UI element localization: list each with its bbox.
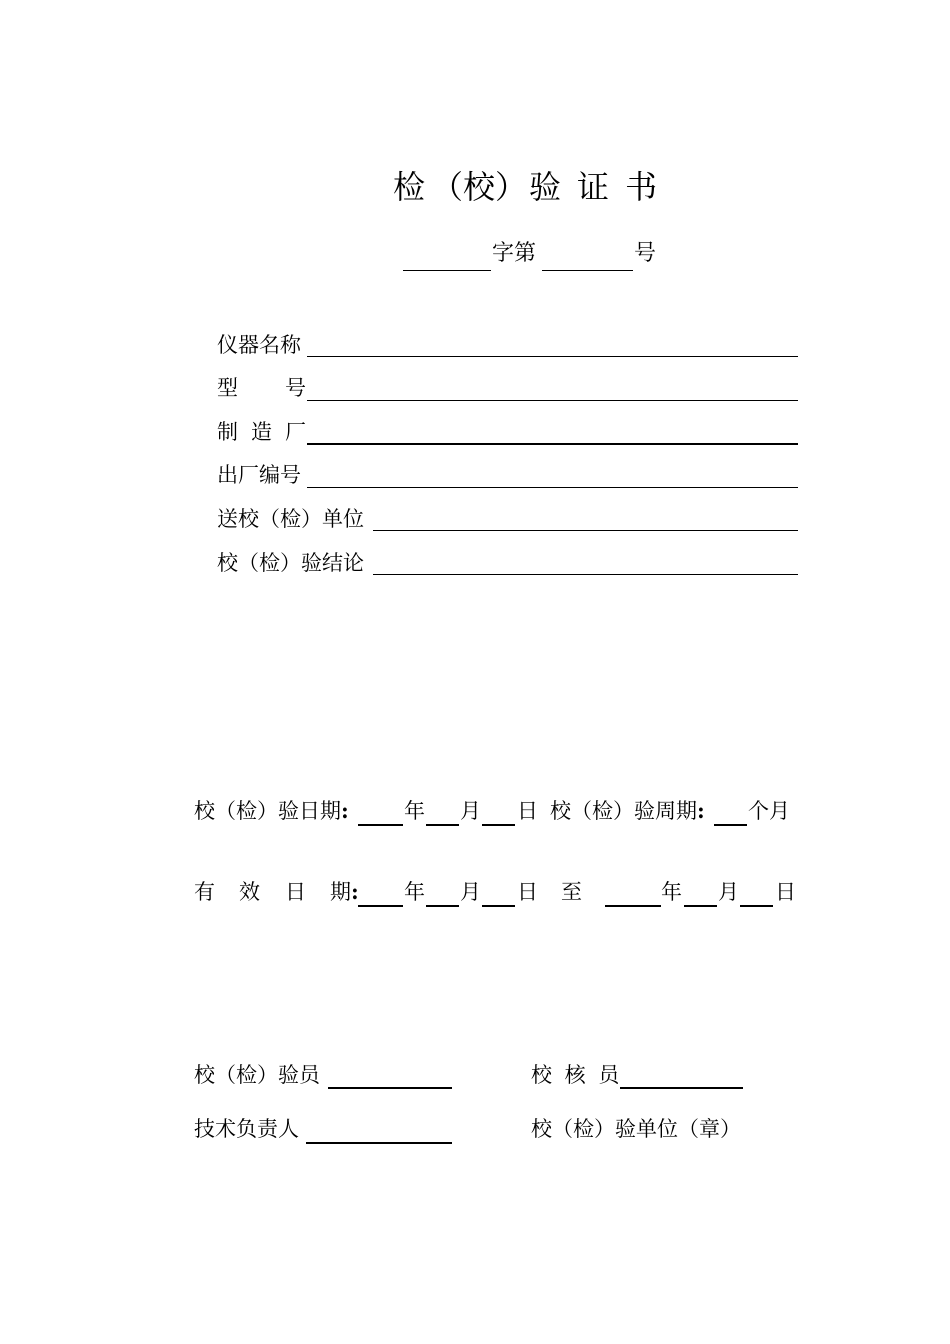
cycle-months-label: 个月 xyxy=(748,799,790,823)
serial-field[interactable] xyxy=(307,487,798,488)
hao-label: 号 xyxy=(634,241,657,266)
prefix-blank[interactable] xyxy=(403,270,491,271)
valid-from-day-field[interactable] xyxy=(482,905,515,907)
reviewer-label: 校 核 员 xyxy=(531,1063,620,1087)
maker-label-b: 造 xyxy=(251,420,272,444)
tech-lead-label: 技术负责人 xyxy=(194,1117,299,1141)
conclusion-label: 校（检）验结论 xyxy=(217,551,364,575)
instrument-name-field[interactable] xyxy=(307,356,798,357)
valid-to-year-label: 年 xyxy=(661,880,682,904)
title-char-4: 证 xyxy=(577,168,610,206)
conclusion-field[interactable] xyxy=(373,574,798,575)
check-cycle-field[interactable] xyxy=(714,824,747,826)
sending-unit-field[interactable] xyxy=(373,530,798,531)
title-char-1: 检 xyxy=(393,168,426,206)
zi-di-label: 字第 xyxy=(492,241,537,266)
number-blank[interactable] xyxy=(542,270,633,271)
tech-lead-signature-field[interactable] xyxy=(306,1142,452,1144)
check-day-field[interactable] xyxy=(482,824,515,826)
sending-unit-label: 送校（检）单位 xyxy=(217,507,364,531)
valid-from-month-field[interactable] xyxy=(426,905,459,907)
maker-label-a: 制 xyxy=(217,420,238,444)
unit-seal-label: 校（检）验单位（章） xyxy=(531,1117,741,1141)
check-year-field[interactable] xyxy=(358,824,403,826)
valid-label-d: 期: xyxy=(330,879,359,904)
reviewer-signature-field[interactable] xyxy=(620,1087,743,1089)
serial-label: 出厂编号 xyxy=(217,463,301,487)
model-label-b: 号 xyxy=(285,376,306,400)
check-month-field[interactable] xyxy=(426,824,459,826)
check-cycle-label: 校（检）验周期: xyxy=(550,798,705,823)
valid-to-day-label: 日 xyxy=(775,880,796,904)
valid-to-month-field[interactable] xyxy=(684,905,717,907)
valid-to-label: 至 xyxy=(561,880,582,904)
valid-from-month-label: 月 xyxy=(460,880,481,904)
valid-from-year-label: 年 xyxy=(404,880,425,904)
valid-from-day-label: 日 xyxy=(517,880,538,904)
valid-to-year-field[interactable] xyxy=(605,905,661,907)
maker-label-c: 厂 xyxy=(285,420,306,444)
instrument-name-label: 仪器名称 xyxy=(217,333,301,357)
inspector-signature-field[interactable] xyxy=(328,1087,452,1089)
check-day-label: 日 xyxy=(517,799,538,823)
check-date-label: 校（检）验日期: xyxy=(194,798,349,823)
valid-to-month-label: 月 xyxy=(718,880,739,904)
inspector-label: 校（检）验员 xyxy=(194,1063,320,1087)
page-title xyxy=(393,162,657,208)
model-field[interactable] xyxy=(307,400,798,401)
valid-to-day-field[interactable] xyxy=(740,905,773,907)
valid-label-b: 效 xyxy=(239,880,260,904)
model-label-a: 型 xyxy=(217,376,238,400)
valid-from-year-field[interactable] xyxy=(358,905,403,907)
check-year-label: 年 xyxy=(404,799,425,823)
title-char-2: （校） xyxy=(431,168,528,206)
title-char-5: 书 xyxy=(625,168,658,206)
check-month-label: 月 xyxy=(460,799,481,823)
maker-field[interactable] xyxy=(307,443,798,445)
valid-label-c: 日 xyxy=(285,880,306,904)
title-char-3: 验 xyxy=(529,168,562,206)
valid-label-a: 有 xyxy=(194,880,215,904)
